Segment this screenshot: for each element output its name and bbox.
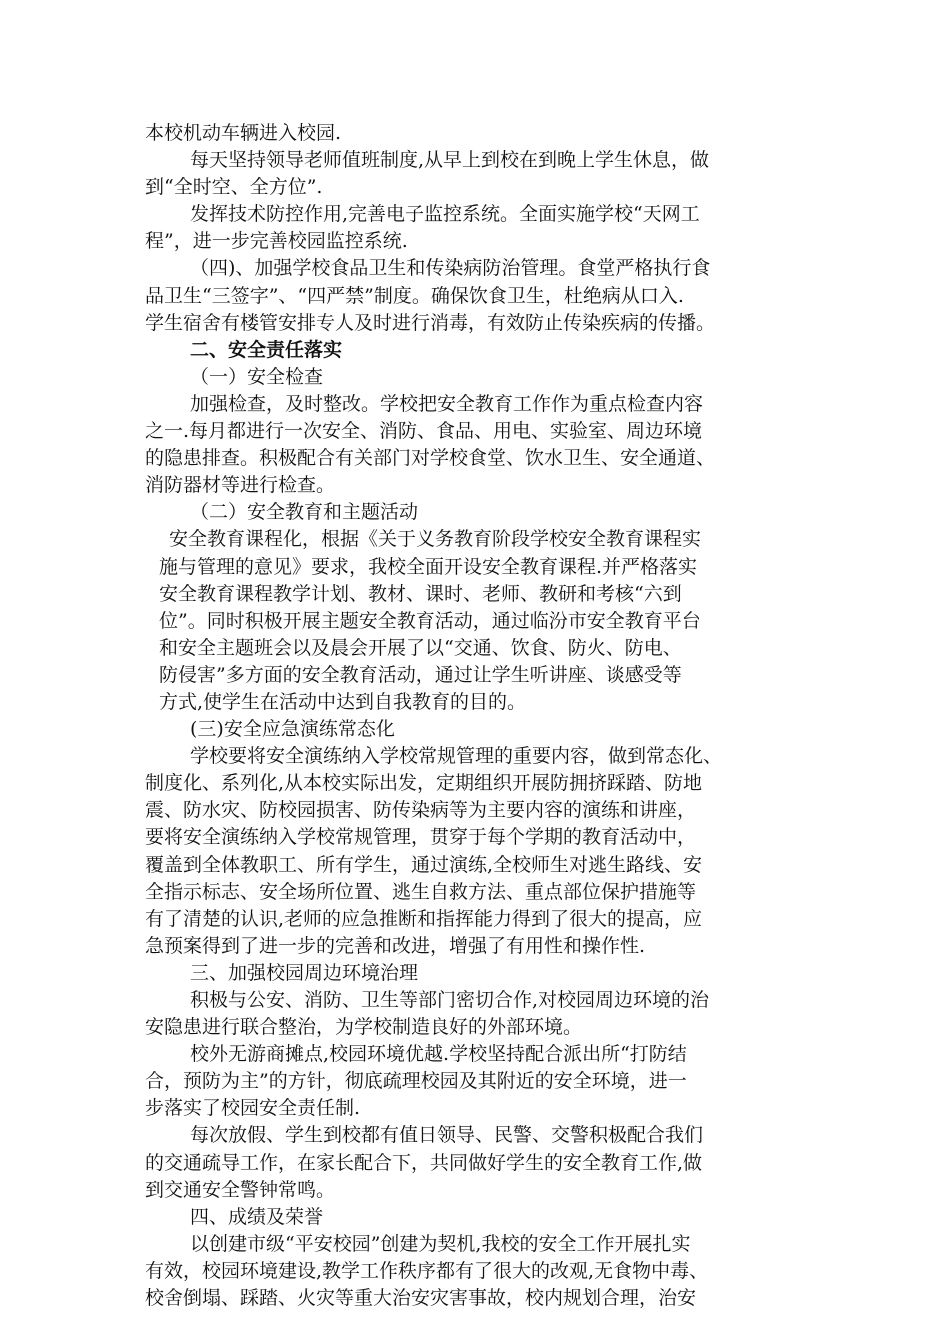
text-line: 急预案得到了进一步的完善和改进，增强了有用性和操作性.	[145, 934, 646, 957]
text-line: 校舍倒塌、踩踏、火灾等重大治安灾害事故，校内规划合理，治安	[145, 1287, 697, 1310]
text-line: 到交通安全警钟常鸣。	[145, 1178, 336, 1201]
text-line: 程”，进一步完善校园监控系统.	[145, 230, 408, 253]
text-line: 加强检查，及时整改。学校把安全教育工作作为重点检查内容	[190, 392, 704, 415]
text-line: 之一.每月都进行一次安全、消防、食品、用电、实验室、周边环境	[145, 420, 703, 443]
text-line: 的交通疏导工作，在家长配合下，共同做好学生的安全教育工作,做	[145, 1151, 703, 1174]
text-line: 消防器材等进行检查。	[145, 474, 336, 497]
section-heading: 二、安全责任落实	[190, 338, 343, 361]
text-line: （二）安全教育和主题活动	[190, 501, 419, 524]
text-line: 积极与公安、消防、卫生等部门密切合作,对校园周边环境的治	[190, 989, 710, 1011]
text-line: 发挥技术防控作用,完善电子监控系统。全面实施学校“天网工	[190, 203, 700, 226]
text-line: 安全教育课程化，根据《关于义务教育阶段学校安全教育课程实	[169, 528, 702, 551]
text-line: 学生宿舍有楼管安排专人及时进行消毒，有效防止传染疾病的传播。	[145, 311, 716, 334]
text-line: （四)、加强学校食品卫生和传染病防治管理。食堂严格执行食	[190, 257, 711, 280]
text-line: 每次放假、学生到校都有值日领导、民警、交警积极配合我们	[190, 1124, 704, 1147]
text-line: 步落实了校园安全责任制.	[145, 1097, 361, 1120]
text-line: 防侵害”多方面的安全教育活动，通过让学生听讲座、谈感受等	[159, 663, 682, 686]
text-line: 三、加强校园周边环境治理	[190, 961, 419, 984]
text-line: 四、成绩及荣誉	[190, 1205, 324, 1228]
text-line: 每天坚持领导老师值班制度,从早上到校在到晚上学生休息，做	[190, 149, 710, 172]
text-line: 方式,使学生在活动中达到自我教育的目的。	[159, 690, 527, 713]
text-line: 位”。同时积极开展主题安全教育活动，通过临汾市安全教育平台	[159, 609, 701, 632]
text-line: 本校机动车辆进入校园.	[145, 122, 342, 144]
text-line: 学校要将安全演练纳入学校常规管理的重要内容，做到常态化、	[190, 745, 723, 768]
text-line: 安隐患进行联合整治，为学校制造良好的外部环境。	[145, 1016, 583, 1039]
text-line: 和安全主题班会以及晨会开展了以“交通、饮食、防火、防电、	[159, 636, 682, 659]
text-line: 校外无游商摊点,校园环境优越.学校坚持配合派出所“打防结	[190, 1043, 687, 1066]
text-line: 合，预防为主”的方针，彻底疏理校园及其附近的安全环境，进一	[145, 1070, 687, 1093]
text-line: 施与管理的意见》要求，我校全面开设安全教育课程.并严格落实	[159, 555, 698, 578]
text-line: （一）安全检查	[190, 365, 324, 388]
text-line: 安全教育课程教学计划、教材、课时、老师、教研和考核“六到	[159, 582, 682, 605]
text-line: 以创建市级“平安校园”创建为契机,我校的安全工作开展扎实	[190, 1232, 691, 1255]
text-line: (三)安全应急演练常态化	[190, 718, 395, 741]
text-line: 全指示标志、安全场所位置、逃生自救方法、重点部位保护措施等	[145, 880, 697, 903]
text-line: 制度化、系列化,从本校实际出发，定期组织开展防拥挤踩踏、防地	[145, 772, 703, 795]
text-line: 品卫生“三签字”、“四严禁”制度。确保饮食卫生，杜绝病从口入.	[145, 284, 684, 307]
text-line: 有了清楚的认识,老师的应急推断和指挥能力得到了很大的提高，应	[145, 907, 703, 930]
text-line: 的隐患排查。积极配合有关部门对学校食堂、饮水卫生、安全通道、	[145, 447, 716, 470]
document-body	[145, 120, 830, 1312]
text-line: 要将安全演练纳入学校常规管理，贯穿于每个学期的教育活动中，	[145, 826, 697, 849]
text-line: 覆盖到全体教职工、所有学生，通过演练,全校师生对逃生路线、安	[145, 853, 703, 876]
text-line: 震、防水灾、防校园损害、防传染病等为主要内容的演练和讲座，	[145, 799, 697, 822]
text-line: 有效，校园环境建设,教学工作秩序都有了很大的改观,无食物中毒、	[145, 1259, 709, 1282]
text-line: 到“全时空、全方位”.	[145, 176, 323, 199]
